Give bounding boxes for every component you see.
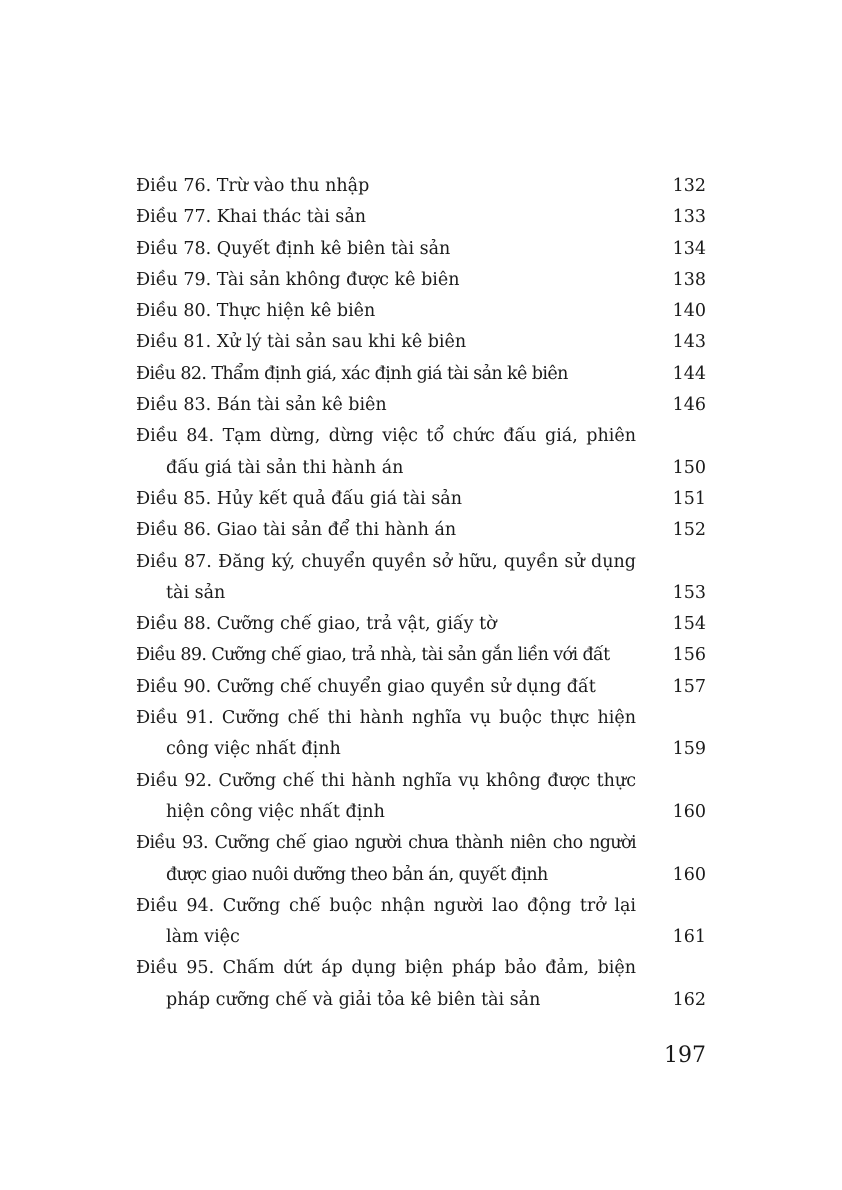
- toc-entry: [136, 390, 706, 421]
- toc-entry-page: 146: [672, 395, 706, 416]
- toc-entry: [136, 296, 706, 327]
- toc-entry-page: 160: [672, 864, 706, 885]
- toc-entry-title: Điều 95. Chấm dứt áp dụng biện pháp bảo đảm, biện pháp cưỡng chế và giải tỏa kê biên tài sản: [136, 958, 636, 1010]
- toc-entry-title: Điều 90. Cưỡng chế chuyển giao quyền sử dụng đất: [136, 676, 596, 697]
- toc-entry: [136, 327, 706, 358]
- toc-entry-title: Điều 77. Khai thác tài sản: [136, 207, 367, 228]
- toc-entry-page: 143: [672, 332, 706, 353]
- toc-entry-title: Điều 92. Cưỡng chế thi hành nghĩa vụ không được thực hiện công việc nhất định: [136, 770, 636, 822]
- toc-entry: [136, 672, 706, 703]
- toc-entry: [136, 202, 706, 233]
- toc-entry: [136, 171, 706, 202]
- toc-entry-title: Điều 81. Xử lý tài sản sau khi kê biên: [136, 332, 467, 353]
- toc-entry: [136, 766, 706, 829]
- toc-entry: [136, 359, 706, 390]
- toc-entry: [136, 421, 706, 484]
- toc-entry-title: Điều 84. Tạm dừng, dừng việc tổ chức đấu giá, phiên đấu giá tài sản thi hành án: [136, 426, 636, 478]
- toc-entry-page: 157: [672, 676, 706, 697]
- toc-entry-page: 153: [672, 582, 706, 603]
- toc-entry-page: 132: [672, 176, 706, 196]
- toc-entry-title: Điều 89. Cưỡng chế giao, trả nhà, tài sản gắn liền với đất: [136, 645, 610, 666]
- toc-entry-title: Điều 83. Bán tài sản kê biên: [136, 395, 387, 416]
- toc-entry-title: Điều 79. Tài sản không được kê biên: [136, 269, 460, 290]
- toc-entry: [136, 547, 706, 610]
- toc-entry-page: 161: [672, 927, 706, 948]
- toc-entry-page: 144: [672, 363, 706, 384]
- toc-entry-page: 160: [672, 801, 706, 822]
- toc-entry-title: Điều 93. Cưỡng chế giao người chưa thành niên cho người được giao nuôi dưỡng theo bản án, quyết định: [136, 833, 636, 885]
- toc-entry: [136, 828, 706, 891]
- toc-entry-title: Điều 88. Cưỡng chế giao, trả vật, giấy tờ: [136, 614, 497, 635]
- toc-entry-title: Điều 94. Cưỡng chế buộc nhận người lao động trở lại làm việc: [136, 895, 636, 948]
- toc-entry-page: 156: [672, 645, 706, 666]
- toc-entry: [136, 234, 706, 265]
- toc-entry: [136, 640, 706, 671]
- toc-entry: [136, 891, 706, 954]
- page-number: 197: [664, 1043, 706, 1068]
- toc-entry-page: 140: [672, 301, 706, 322]
- toc-entry-title: Điều 86. Giao tài sản để thi hành án: [136, 520, 457, 541]
- toc-entry-page: 154: [672, 614, 706, 635]
- toc-entry-title: Điều 87. Đăng ký, chuyển quyền sở hữu, quyền sử dụng tài sản: [136, 551, 636, 603]
- toc-entry: [136, 953, 706, 1016]
- toc-entry-page: 133: [672, 207, 706, 228]
- toc-entry-page: 152: [672, 520, 706, 541]
- toc-entry: [136, 265, 706, 296]
- toc-entry-title: Điều 85. Hủy kết quả đấu giá tài sản: [136, 488, 462, 509]
- toc-entry-title: Điều 91. Cưỡng chế thi hành nghĩa vụ buộc thực hiện công việc nhất định: [136, 708, 636, 760]
- toc-entry: [136, 515, 706, 546]
- toc-entry-page: 150: [672, 457, 706, 478]
- toc-entry: [136, 609, 706, 640]
- toc-entry-title: Điều 76. Trừ vào thu nhập: [136, 176, 370, 196]
- table-of-contents: [136, 171, 706, 1016]
- toc-entry: [136, 703, 706, 766]
- toc-entry-title: Điều 80. Thực hiện kê biên: [136, 301, 376, 322]
- toc-entry-page: 138: [672, 269, 706, 290]
- toc-entry-page: 162: [672, 989, 706, 1010]
- toc-entry-title: Điều 78. Quyết định kê biên tài sản: [136, 238, 451, 259]
- toc-entry-page: 151: [672, 488, 706, 509]
- toc-entry-title: Điều 82. Thẩm định giá, xác định giá tài sản kê biên: [136, 363, 568, 384]
- toc-entry: [136, 484, 706, 515]
- toc-entry-page: 134: [672, 238, 706, 259]
- toc-entry-page: 159: [672, 739, 706, 760]
